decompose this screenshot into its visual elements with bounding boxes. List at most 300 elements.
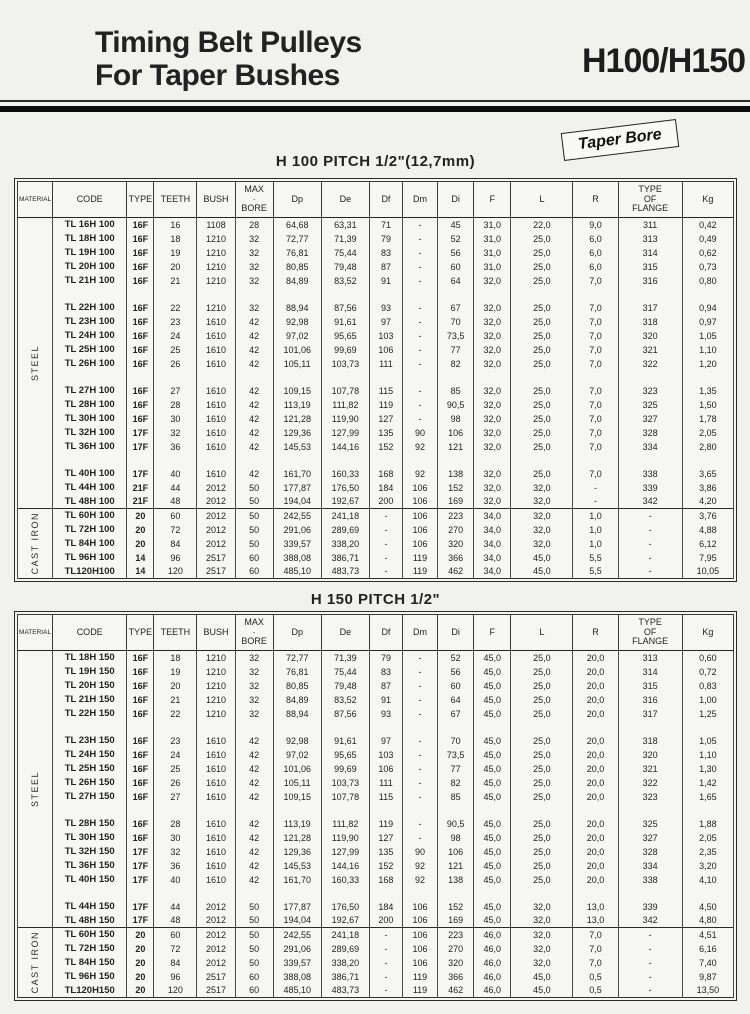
table-cell: - bbox=[369, 970, 402, 984]
table-cell: 60 bbox=[235, 565, 273, 579]
table-cell: 95,65 bbox=[321, 329, 369, 343]
table-row bbox=[18, 776, 734, 790]
spacer-cell bbox=[573, 887, 618, 900]
table-cell: 1610 bbox=[197, 343, 235, 357]
table-cell: 46,0 bbox=[474, 928, 511, 942]
spacer-cell bbox=[235, 371, 273, 384]
spacer-cell bbox=[573, 721, 618, 734]
table-cell: 106 bbox=[402, 900, 437, 914]
table-cell: 106 bbox=[369, 343, 402, 357]
spacer-cell bbox=[273, 454, 321, 467]
table-cell: 85 bbox=[438, 790, 474, 804]
table-cell: 32,0 bbox=[511, 523, 573, 537]
spacer-cell bbox=[154, 804, 197, 817]
table-cell: 1610 bbox=[197, 845, 235, 859]
table-cell: 462 bbox=[438, 565, 474, 579]
column-header-line: · bbox=[252, 193, 256, 204]
table-cell: 32,0 bbox=[474, 343, 511, 357]
table-cell: 1210 bbox=[197, 679, 235, 693]
table-header bbox=[18, 182, 734, 218]
table-cell: 313 bbox=[618, 232, 682, 246]
table-cell: - bbox=[402, 693, 437, 707]
table-cell: 119 bbox=[402, 565, 437, 579]
table-cell: 20,0 bbox=[573, 776, 618, 790]
spacer-cell bbox=[273, 887, 321, 900]
table-cell: 20,0 bbox=[573, 748, 618, 762]
table-cell: 1,05 bbox=[682, 329, 733, 343]
table-cell: 138 bbox=[438, 467, 474, 481]
table-cell: 64 bbox=[438, 274, 474, 288]
table-cell: 20 bbox=[127, 523, 154, 537]
spacer-row bbox=[18, 887, 734, 900]
table-cell: 25,0 bbox=[511, 859, 573, 873]
table-cell: 67 bbox=[438, 707, 474, 721]
table-cell: 1610 bbox=[197, 859, 235, 873]
spacer-cell bbox=[235, 721, 273, 734]
table-cell: 32 bbox=[235, 246, 273, 260]
table-cell: 25,0 bbox=[511, 440, 573, 454]
table-row bbox=[18, 651, 734, 665]
table-cell: 85 bbox=[438, 384, 474, 398]
spacer-cell bbox=[682, 804, 733, 817]
table-cell: 96 bbox=[154, 551, 197, 565]
table-cell: 1610 bbox=[197, 776, 235, 790]
table-cell: 2012 bbox=[197, 523, 235, 537]
table-cell: 46,0 bbox=[474, 942, 511, 956]
table-cell: 25,0 bbox=[511, 412, 573, 426]
table-cell: 2012 bbox=[197, 942, 235, 956]
column-header bbox=[402, 182, 437, 218]
table-cell: 121 bbox=[438, 859, 474, 873]
table-cell: 77 bbox=[438, 343, 474, 357]
spacer-cell bbox=[127, 371, 154, 384]
table-cell: 1,25 bbox=[682, 707, 733, 721]
table-cell: 4,10 bbox=[682, 873, 733, 887]
table-cell: - bbox=[402, 343, 437, 357]
column-header-line: · bbox=[252, 626, 256, 637]
column-header bbox=[438, 182, 474, 218]
table-cell: 144,16 bbox=[321, 859, 369, 873]
table-cell: 121 bbox=[438, 440, 474, 454]
spacer-row bbox=[18, 288, 734, 301]
table-cell: 7,0 bbox=[573, 440, 618, 454]
table-cell: 40 bbox=[154, 467, 197, 481]
table-cell: 115 bbox=[369, 790, 402, 804]
table-cell: 127 bbox=[369, 412, 402, 426]
table-row bbox=[18, 762, 734, 776]
spacer-cell bbox=[402, 721, 437, 734]
table-cell: 17F bbox=[127, 440, 154, 454]
table-cell: 0,42 bbox=[682, 218, 733, 232]
table-cell: 1610 bbox=[197, 734, 235, 748]
table-cell: 18 bbox=[154, 651, 197, 665]
table-cell: 80,85 bbox=[273, 679, 321, 693]
table-cell: 45,0 bbox=[474, 790, 511, 804]
table-row bbox=[18, 707, 734, 721]
table-row bbox=[18, 537, 734, 551]
table-cell: 32,0 bbox=[511, 956, 573, 970]
table-cell: 79 bbox=[369, 232, 402, 246]
table-cell: 169 bbox=[438, 495, 474, 509]
table-cell: 135 bbox=[369, 426, 402, 440]
table-cell: 291,06 bbox=[273, 523, 321, 537]
table-cell: 90,5 bbox=[438, 817, 474, 831]
table-row bbox=[18, 831, 734, 845]
table-cell: 145,53 bbox=[273, 859, 321, 873]
table-cell: 31,0 bbox=[474, 246, 511, 260]
table-cell: 42 bbox=[235, 398, 273, 412]
spacer-cell bbox=[321, 804, 369, 817]
table-cell: 88,94 bbox=[273, 301, 321, 315]
table-cell: 177,87 bbox=[273, 900, 321, 914]
table-cell: 45,0 bbox=[474, 914, 511, 928]
table-cell: 14 bbox=[127, 565, 154, 579]
code-cell: TL 30H 150 bbox=[53, 831, 127, 845]
h100-table-frame bbox=[14, 178, 737, 582]
code-cell: TL 48H 100 bbox=[53, 495, 127, 509]
spacer-cell bbox=[474, 804, 511, 817]
table-cell: 32 bbox=[154, 426, 197, 440]
table-cell: 103 bbox=[369, 748, 402, 762]
table-cell: 7,0 bbox=[573, 274, 618, 288]
table-cell: 70 bbox=[438, 315, 474, 329]
table-cell: 119 bbox=[369, 817, 402, 831]
table-cell: 314 bbox=[618, 665, 682, 679]
code-cell: TL 96H 100 bbox=[53, 551, 127, 565]
table-cell: 315 bbox=[618, 679, 682, 693]
table-cell: 1,0 bbox=[573, 523, 618, 537]
spacer-cell bbox=[127, 721, 154, 734]
table-cell: - bbox=[402, 831, 437, 845]
spacer-cell bbox=[438, 721, 474, 734]
table-cell: 0,49 bbox=[682, 232, 733, 246]
code-cell: TL 30H 100 bbox=[53, 412, 127, 426]
table-cell: 25,0 bbox=[511, 665, 573, 679]
table-cell: 18 bbox=[154, 232, 197, 246]
table-cell: 2517 bbox=[197, 565, 235, 579]
table-cell: 25,0 bbox=[511, 790, 573, 804]
column-header-line: Dp bbox=[291, 626, 303, 637]
table-cell: 109,15 bbox=[273, 384, 321, 398]
code-cell: TL 21H 150 bbox=[53, 693, 127, 707]
table-cell: 45,0 bbox=[511, 970, 573, 984]
table-cell: 6,0 bbox=[573, 260, 618, 274]
table-cell: 32,0 bbox=[474, 315, 511, 329]
table-cell: 25,0 bbox=[511, 329, 573, 343]
spacer-cell bbox=[618, 454, 682, 467]
table-cell: 168 bbox=[369, 873, 402, 887]
table-cell: 1610 bbox=[197, 831, 235, 845]
table-cell: 322 bbox=[618, 357, 682, 371]
table-cell: 45,0 bbox=[474, 900, 511, 914]
table-cell: 223 bbox=[438, 928, 474, 942]
table-cell: 152 bbox=[369, 859, 402, 873]
table-cell: 42 bbox=[235, 329, 273, 343]
table-cell: 16F bbox=[127, 274, 154, 288]
column-header bbox=[682, 182, 733, 218]
table-cell: 106 bbox=[402, 509, 437, 523]
table-cell: 71,39 bbox=[321, 232, 369, 246]
table-cell: 42 bbox=[235, 343, 273, 357]
spacer-cell bbox=[154, 721, 197, 734]
table-cell: 25,0 bbox=[511, 357, 573, 371]
table-cell: 7,0 bbox=[573, 315, 618, 329]
table-cell: 91 bbox=[369, 274, 402, 288]
column-header-line: OF bbox=[643, 626, 657, 637]
table-cell: 25,0 bbox=[511, 734, 573, 748]
table-row bbox=[18, 343, 734, 357]
spacer-cell bbox=[321, 887, 369, 900]
spacer-row bbox=[18, 721, 734, 734]
code-cell: TL120H150 bbox=[53, 984, 127, 998]
code-cell: TL 72H 100 bbox=[53, 523, 127, 537]
table-cell: 26 bbox=[154, 357, 197, 371]
table-cell: 313 bbox=[618, 651, 682, 665]
table-cell: 7,0 bbox=[573, 357, 618, 371]
table-cell: 46,0 bbox=[474, 984, 511, 998]
table-cell: 242,55 bbox=[273, 509, 321, 523]
spacer-cell bbox=[438, 804, 474, 817]
table-cell: 20,0 bbox=[573, 831, 618, 845]
table-cell: 270 bbox=[438, 942, 474, 956]
material-label: CAST IRON bbox=[30, 931, 41, 994]
material-section bbox=[18, 218, 734, 509]
table-cell: 17F bbox=[127, 914, 154, 928]
table-cell: 7,95 bbox=[682, 551, 733, 565]
table-cell: 0,62 bbox=[682, 246, 733, 260]
spacer-cell bbox=[154, 887, 197, 900]
table-cell: 56 bbox=[438, 665, 474, 679]
table-cell: 92,98 bbox=[273, 315, 321, 329]
table-cell: - bbox=[402, 762, 437, 776]
table-cell: 270 bbox=[438, 523, 474, 537]
table-cell: 4,20 bbox=[682, 495, 733, 509]
table-row bbox=[18, 426, 734, 440]
column-header bbox=[273, 182, 321, 218]
table-cell: 16F bbox=[127, 776, 154, 790]
table-cell: 127,99 bbox=[321, 845, 369, 859]
table-cell: 485,10 bbox=[273, 984, 321, 998]
table-cell: 25,0 bbox=[511, 274, 573, 288]
table-cell: 77 bbox=[438, 762, 474, 776]
table-cell: 45,0 bbox=[474, 776, 511, 790]
model-number: H100/H150 bbox=[581, 42, 745, 80]
table-cell: 45,0 bbox=[474, 817, 511, 831]
table-cell: 334 bbox=[618, 859, 682, 873]
spacer-cell bbox=[53, 887, 127, 900]
column-header-line: Kg bbox=[702, 626, 714, 637]
table-row bbox=[18, 970, 734, 984]
code-cell: TL 24H 150 bbox=[53, 748, 127, 762]
spacer-cell bbox=[273, 804, 321, 817]
table-cell: 32,0 bbox=[474, 384, 511, 398]
table-cell: 25,0 bbox=[511, 776, 573, 790]
table-cell: 45,0 bbox=[474, 693, 511, 707]
table-cell: 17F bbox=[127, 426, 154, 440]
column-header bbox=[273, 615, 321, 651]
code-cell: TL 27H 100 bbox=[53, 384, 127, 398]
table-cell: 317 bbox=[618, 301, 682, 315]
table-row bbox=[18, 900, 734, 914]
spacer-cell bbox=[438, 454, 474, 467]
table-cell: 28 bbox=[235, 218, 273, 232]
table-cell: - bbox=[402, 384, 437, 398]
table-cell: 2012 bbox=[197, 956, 235, 970]
table-cell: 20 bbox=[127, 942, 154, 956]
table-cell: 20 bbox=[154, 679, 197, 693]
table-cell: 325 bbox=[618, 398, 682, 412]
table-cell: 161,70 bbox=[273, 873, 321, 887]
table-cell: 23 bbox=[154, 315, 197, 329]
code-cell: TL 60H 100 bbox=[53, 509, 127, 523]
table-cell: 25,0 bbox=[511, 831, 573, 845]
spacer-cell bbox=[402, 454, 437, 467]
table-cell: 1,88 bbox=[682, 817, 733, 831]
spacer-cell bbox=[369, 454, 402, 467]
table-row bbox=[18, 984, 734, 998]
table-cell: - bbox=[402, 776, 437, 790]
table-cell: 32,0 bbox=[474, 426, 511, 440]
table-cell: 45,0 bbox=[474, 679, 511, 693]
table-cell: 1610 bbox=[197, 790, 235, 804]
table-cell: 42 bbox=[235, 440, 273, 454]
table-cell: 31,0 bbox=[474, 218, 511, 232]
table-cell: 32,0 bbox=[474, 398, 511, 412]
table-cell: 16F bbox=[127, 831, 154, 845]
spacer-cell bbox=[511, 288, 573, 301]
column-header-line: Di bbox=[451, 626, 460, 637]
table-cell: 25,0 bbox=[511, 693, 573, 707]
table-header bbox=[18, 615, 734, 651]
table-cell: 7,0 bbox=[573, 956, 618, 970]
table-cell: 2012 bbox=[197, 509, 235, 523]
code-cell: TL 26H 150 bbox=[53, 776, 127, 790]
table-cell: 241,18 bbox=[321, 928, 369, 942]
table-cell: 483,73 bbox=[321, 565, 369, 579]
table-cell: 4,88 bbox=[682, 523, 733, 537]
table-cell: 20 bbox=[127, 509, 154, 523]
table-cell: 338,20 bbox=[321, 537, 369, 551]
material-section bbox=[18, 928, 734, 998]
code-cell: TL 27H 150 bbox=[53, 790, 127, 804]
table-cell: 25,0 bbox=[511, 301, 573, 315]
table-cell: 25,0 bbox=[511, 246, 573, 260]
spacer-cell bbox=[197, 454, 235, 467]
spacer-cell bbox=[474, 371, 511, 384]
table-cell: 32,0 bbox=[474, 495, 511, 509]
table-cell: 2012 bbox=[197, 900, 235, 914]
spacer-cell bbox=[235, 454, 273, 467]
table-cell: 40 bbox=[154, 873, 197, 887]
table-cell: 42 bbox=[235, 467, 273, 481]
table-cell: 1610 bbox=[197, 384, 235, 398]
table-cell: 60 bbox=[235, 551, 273, 565]
table-cell: 1,05 bbox=[682, 734, 733, 748]
table-cell: 321 bbox=[618, 343, 682, 357]
table-cell: 7,40 bbox=[682, 956, 733, 970]
table-row bbox=[18, 481, 734, 495]
table-cell: 25,0 bbox=[511, 748, 573, 762]
table-cell: 50 bbox=[235, 942, 273, 956]
table-cell: 98 bbox=[438, 831, 474, 845]
table-cell: - bbox=[618, 942, 682, 956]
table-cell: 42 bbox=[235, 831, 273, 845]
column-header-line: TYPE bbox=[638, 616, 662, 627]
table-cell: 32,0 bbox=[511, 509, 573, 523]
table-cell: 20 bbox=[127, 537, 154, 551]
table-row bbox=[18, 956, 734, 970]
column-header-line: TYPE bbox=[128, 193, 153, 204]
table-cell: 20,0 bbox=[573, 859, 618, 873]
table-cell: 20,0 bbox=[573, 665, 618, 679]
table-cell: 97,02 bbox=[273, 329, 321, 343]
table-cell: 0,5 bbox=[573, 970, 618, 984]
table-cell: 50 bbox=[235, 509, 273, 523]
table-cell: 322 bbox=[618, 776, 682, 790]
table-cell: 1,30 bbox=[682, 762, 733, 776]
code-cell: TL 40H 100 bbox=[53, 467, 127, 481]
table-cell: 50 bbox=[235, 900, 273, 914]
column-header-line: Dm bbox=[413, 193, 428, 204]
column-header bbox=[618, 182, 682, 218]
table-header-row bbox=[18, 182, 734, 218]
spacer-cell bbox=[127, 804, 154, 817]
table-cell: 80,85 bbox=[273, 260, 321, 274]
table-cell: 60 bbox=[154, 928, 197, 942]
table-cell: 42 bbox=[235, 873, 273, 887]
spacer-cell bbox=[573, 454, 618, 467]
table-cell: 24 bbox=[154, 329, 197, 343]
table-row bbox=[18, 845, 734, 859]
table-cell: 111,82 bbox=[321, 398, 369, 412]
table-cell: 318 bbox=[618, 315, 682, 329]
table-row bbox=[18, 440, 734, 454]
table-cell: 16F bbox=[127, 232, 154, 246]
table-cell: 50 bbox=[235, 495, 273, 509]
table-cell: 45,0 bbox=[474, 707, 511, 721]
table-cell: 184 bbox=[369, 900, 402, 914]
table-row bbox=[18, 734, 734, 748]
table-cell: 101,06 bbox=[273, 762, 321, 776]
table-cell: - bbox=[618, 984, 682, 998]
column-header-line: Kg bbox=[702, 193, 714, 204]
table-cell: 31,0 bbox=[474, 232, 511, 246]
column-header-line: OF bbox=[643, 193, 657, 204]
table-cell: 30 bbox=[154, 412, 197, 426]
table-cell: - bbox=[573, 495, 618, 509]
code-cell: TL 20H 100 bbox=[53, 260, 127, 274]
table-cell: - bbox=[618, 565, 682, 579]
table-cell: 32,0 bbox=[474, 440, 511, 454]
table-row bbox=[18, 523, 734, 537]
table-cell: 169 bbox=[438, 914, 474, 928]
table-cell: 1,0 bbox=[573, 509, 618, 523]
table-cell: 106 bbox=[402, 495, 437, 509]
spacer-cell bbox=[511, 804, 573, 817]
column-header bbox=[573, 615, 618, 651]
table-cell: 327 bbox=[618, 412, 682, 426]
table-cell: 88,94 bbox=[273, 707, 321, 721]
table-cell: 2012 bbox=[197, 495, 235, 509]
table-cell: 109,15 bbox=[273, 790, 321, 804]
spacer-cell bbox=[573, 371, 618, 384]
table-cell: 45,0 bbox=[474, 873, 511, 887]
code-cell: TL 32H 100 bbox=[53, 426, 127, 440]
table-row bbox=[18, 565, 734, 579]
table-cell: 50 bbox=[235, 956, 273, 970]
table-cell: 317 bbox=[618, 707, 682, 721]
table-cell: 111 bbox=[369, 357, 402, 371]
